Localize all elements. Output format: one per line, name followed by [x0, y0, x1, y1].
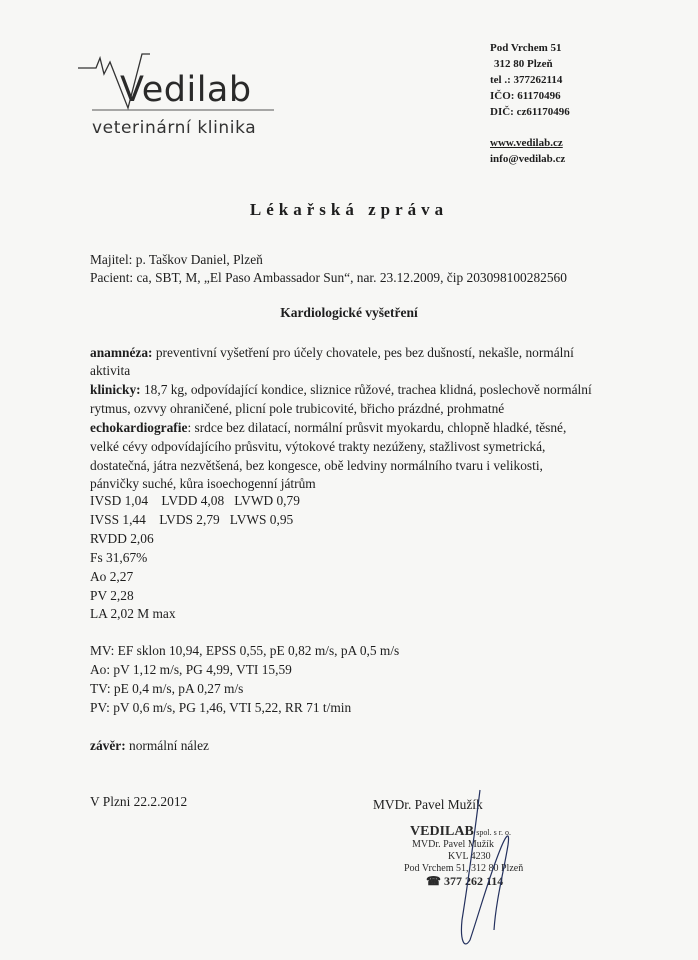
- echo-line3: dostatečná, játra nezvětšená, bez kongesce, obě ledviny normálního tvaru i velikosti,: [90, 458, 543, 473]
- document-title: Lékařská zpráva: [249, 200, 449, 219]
- stamp-company: VEDILAB: [410, 824, 474, 839]
- echo-line2: velké cévy odpovídajícího průsvitu, výtokové trakty nezúženy, stažlivost symetrická,: [90, 439, 546, 454]
- measurement-line: RVDD 2,06: [90, 531, 154, 546]
- measurement-line: PV 2,28: [90, 588, 134, 603]
- zaver-line: [90, 736, 209, 755]
- klinicky-text: 18,7 kg, odpovídající kondice, sliznice růžové, trachea klidná, poslechově normální: [140, 382, 592, 397]
- klinicky-label: klinicky:: [90, 382, 141, 397]
- zaver-label: závěr:: [90, 738, 126, 753]
- echo-label: echokardiografie: [90, 420, 188, 435]
- phone-icon: ☎: [426, 874, 441, 888]
- anamneza-label: anamnéza:: [90, 345, 153, 360]
- doppler-line: TV: pE 0,4 m/s, pA 0,27 m/s: [90, 681, 244, 696]
- stamp-suffix: spol. s r. o.: [476, 828, 511, 837]
- klinicky-line: [90, 380, 592, 399]
- measurement-line: Ao 2,27: [90, 569, 134, 584]
- anamneza-text: preventivní vyšetření pro účely chovatele, pes bez dušností, nekašle, normální: [152, 345, 574, 360]
- stamp-address: Pod Vrchem 51, 312 80 Plzeň: [404, 863, 524, 874]
- doppler-line: Ao: pV 1,12 m/s, PG 4,99, VTI 15,59: [90, 662, 292, 677]
- measurement-line: IVSS 1,44 LVDS 2,79 LVWS 0,95: [90, 512, 294, 527]
- contact-web-link[interactable]: www.vedilab.cz: [490, 137, 563, 149]
- contact-dic: DIČ: cz61170496: [490, 106, 570, 118]
- measurement-line: Fs 31,67%: [90, 550, 148, 565]
- patient-line: Pacient: ca, SBT, M, „El Paso Ambassador Sun“, nar. 23.12.2009, čip 203098100282560: [90, 270, 567, 285]
- echo-line: [90, 418, 566, 437]
- contact-city: 312 80 Plzeň: [494, 58, 553, 70]
- logo-name: Vedilab: [120, 70, 252, 110]
- klinicky-line2: rytmus, ozvvy ohraničené, plicní pole trubicovité, břicho prázdné, prohmatné: [90, 401, 505, 416]
- measurement-line: LA 2,02 M max: [90, 606, 176, 621]
- anamneza-line: [90, 343, 574, 362]
- echo-text: : srdce bez dilatací, normální průsvit myokardu, chlopně hladké, těsné,: [187, 420, 567, 435]
- contact-email-link[interactable]: info@vedilab.cz: [490, 153, 566, 165]
- doppler-line: MV: EF sklon 10,94, EPSS 0,55, pE 0,82 m/s, pA 0,5 m/s: [90, 643, 400, 658]
- echo-line4: pánvičky suché, kůra isoechogenní játrům: [90, 476, 316, 491]
- doctor-name: MVDr. Pavel Mužík: [373, 797, 483, 812]
- stamp-doctor: MVDr. Pavel Mužík: [412, 839, 494, 850]
- section-title: Kardiologické vyšetření: [280, 305, 418, 320]
- owner-line: Majitel: p. Taškov Daniel, Plzeň: [90, 252, 263, 267]
- stamp-kvl: KVL 4230: [448, 851, 491, 862]
- zaver-text: normální nález: [125, 738, 209, 753]
- logo-subtitle: veterinární klinika: [92, 118, 257, 138]
- contact-ico: IČO: 61170496: [490, 90, 561, 102]
- contact-phone: tel .: 377262114: [490, 74, 563, 86]
- signature: [440, 780, 530, 955]
- place-date: V Plzni 22.2.2012: [90, 794, 188, 809]
- anamneza-line2: aktivita: [90, 363, 131, 378]
- stamp-phone: 377 262 114: [443, 874, 504, 888]
- measurement-line: IVSD 1,04 LVDD 4,08 LVWD 0,79: [90, 493, 300, 508]
- doppler-line: PV: pV 0,6 m/s, PG 1,46, VTI 5,22, RR 71 t/min: [90, 700, 352, 715]
- contact-address: Pod Vrchem 51: [490, 42, 562, 54]
